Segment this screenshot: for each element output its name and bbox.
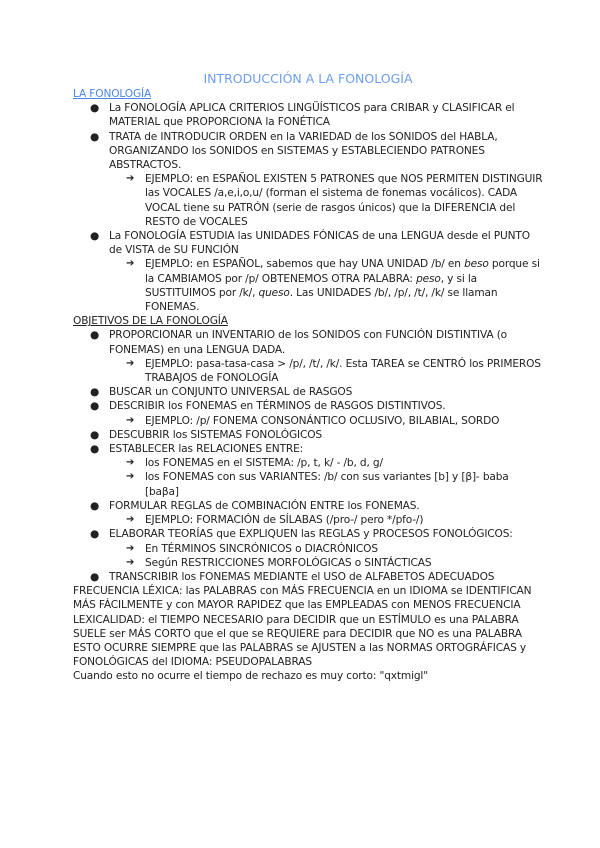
sub-list-item: ➔ EJEMPLO: en ESPAÑOL, sabemos que hay UNA UNIDAD /b/ en beso porque si la CAMBIAMOS por /p/ OBTENEMOS OTRA PALABRA: peso, y si la SUSTITUIMOS por /k/, queso. Las UNIDADES /b/, /p/, /t/, /k/ se llaman FONEMAS.	[126, 258, 540, 314]
bullet-icon: ●	[90, 230, 100, 243]
list-item: ● ESTABLECER las RELACIONES ENTRE:	[90, 443, 304, 456]
sub-list-item: ➔ En TÉRMINOS SINCRÓNICOS o DIACRÓNICOS	[126, 542, 378, 555]
list-item: ● ELABORAR TEORÍAS que EXPLIQUEN las REGLAS y PROCESOS FONOLÓGICOS:	[90, 528, 513, 541]
bullet-icon: ●	[90, 102, 100, 115]
sub-list-item: ➔ EJEMPLO: FORMACIÓN de SÍLABAS (/pro-/ pero */pfo-/)	[126, 514, 424, 527]
arrow-icon: ➔	[126, 173, 135, 185]
list-item: ● DESCUBRIR los SISTEMAS FONOLÓGICOS	[90, 428, 322, 441]
list-item: ● TRANSCRIBIR los FONEMAS MEDIANTE el USO de ALFABETOS ADECUADOS	[90, 570, 495, 583]
section1-list	[73, 101, 543, 314]
list-item: ● TRATA de INTRODUCIR ORDEN en la VARIEDAD de los SONIDOS del HABLA, ORGANIZANDO los SONIDOS en SISTEMAS y ESTABLECIENDO PATRONES ABSTRACTOS.	[90, 130, 498, 172]
bullet-icon: ●	[90, 329, 100, 342]
arrow-icon: ➔	[126, 414, 135, 426]
bullet-icon: ●	[90, 443, 100, 456]
list-item: ● La FONOLOGÍA ESTUDIA las UNIDADES FÓNICAS de una LENGUA desde el PUNTO de VISTA de SU FUNCIÓN	[90, 230, 530, 257]
sub-list-item: ➔ los FONEMAS en el SISTEMA: /p, t, k/ - /b, d, g/	[126, 457, 383, 470]
arrow-icon: ➔	[126, 357, 135, 369]
document-page	[73, 71, 543, 684]
bullet-icon: ●	[90, 130, 100, 143]
paragraph-lexicalidad: LEXICALIDAD: el TIEMPO NECESARIO para DECIDIR que un ESTÍMULO es una PALABRA SUELE ser MÁS CORTO que el que se REQUIERE para DECIDIR que NO es una PALABRA	[73, 613, 522, 640]
paragraph-pseudopalabras: ESTO OCURRE SIEMPRE que las PALABRAS se AJUSTEN a las NORMAS ORTOGRÁFICAS y FONOLÓGICAS del IDIOMA: PSEUDOPALABRAS	[73, 641, 526, 669]
sub-list-item: ➔ EJEMPLO: /p/ FONEMA CONSONÁNTICO OCLUSIVO, BILABIAL, SORDO	[126, 414, 500, 427]
sub-list-item: ➔ EJEMPLO: en ESPAÑOL EXISTEN 5 PATRONES que NOS PERMITEN DISTINGUIR las VOCALES /a,e,i,o,u/ (forman el sistema de fonemas vocálicos). CADA VOCAL tiene su PATRÓN (serie de rasgos únicos) que la DIFERENCIA del RESTO de VOCALES	[126, 173, 543, 228]
arrow-icon: ➔	[126, 542, 135, 554]
arrow-icon: ➔	[126, 471, 135, 483]
list-item: ● PROPORCIONAR un INVENTARIO de los SONIDOS con FUNCIÓN DISTINTIVA (o FONEMAS) en una LENGUA DADA.	[90, 329, 508, 356]
bullet-icon: ●	[90, 570, 100, 583]
paragraph-frecuencia-lexica: FRECUENCIA LÉXICA: las PALABRAS con MÁS FRECUENCIA en un IDIOMA se IDENTIFICAN MÁS FÁCILMENTE y con MAYOR RAPIDEZ que las EMPLEADAS con MENOS FRECUENCIA	[73, 585, 532, 612]
bullet-icon: ●	[90, 428, 100, 441]
sub-list-item: ➔ los FONEMAS con sus VARIANTES: /b/ con sus variantes [b] y [β]- baba [baβa]	[126, 471, 509, 498]
arrow-icon: ➔	[126, 457, 135, 469]
bullet-icon: ●	[90, 386, 100, 399]
list-item: ● BUSCAR un CONJUNTO UNIVERSAL de RASGOS	[90, 386, 353, 399]
section2-list	[73, 328, 543, 584]
sub-list-item: ➔ Según RESTRICCIONES MORFOLÓGICAS o SINTÁCTICAS	[126, 556, 432, 569]
arrow-icon: ➔	[126, 556, 135, 568]
sub-list-item: ➔ EJEMPLO: pasa-tasa-casa > /p/, /t/, /k/. Esta TAREA se CENTRÓ los PRIMEROS TRABAJOS de FONOLOGÍA	[126, 357, 541, 385]
arrow-icon: ➔	[126, 514, 135, 526]
arrow-icon: ➔	[126, 258, 135, 270]
list-item: ● La FONOLOGÍA APLICA CRITERIOS LINGÜÍSTICOS para CRIBAR y CLASIFICAR el MATERIAL que PROPORCIONA la FONÉTICA	[90, 102, 515, 129]
paragraph-rechazo: Cuando esto no ocurre el tiempo de rechazo es muy corto: "qxtmigl"	[73, 670, 428, 683]
section-heading-objetivos: OBJETIVOS DE LA FONOLOGÍA	[73, 315, 228, 328]
bullet-icon: ●	[90, 499, 100, 512]
list-item: ● FORMULAR REGLAS de COMBINACIÓN ENTRE los FONEMAS.	[90, 499, 420, 512]
bullet-icon: ●	[90, 528, 100, 541]
bullet-icon: ●	[90, 400, 100, 413]
list-item: ● DESCRIBIR los FONEMAS en TÉRMINOS de RASGOS DISTINTIVOS.	[90, 400, 446, 413]
document-title: INTRODUCCIÓN A LA FONOLOGÍA	[203, 71, 413, 86]
section-heading-la-fonologia[interactable]: LA FONOLOGÍA	[73, 88, 152, 100]
